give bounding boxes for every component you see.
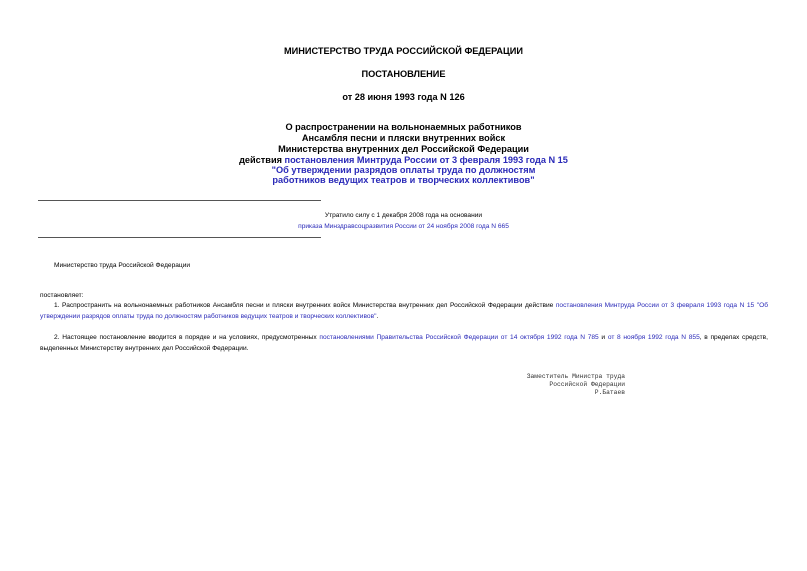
document-type: ПОСТАНОВЛЕНИЕ [361, 69, 446, 79]
signature-country: Российской Федерации [549, 381, 625, 388]
item-1-decree-link[interactable]: постановления Минтруда России от 3 февраля 1993 года N 15 "Об утверждении разрядов оплаты труда по должностям работников ведущих театров и творческих коллективов" [40, 302, 768, 320]
title-prefix: действия [239, 155, 285, 165]
status-line-1: Утратило силу с 1 декабря 2008 года на основании [324, 212, 483, 219]
title-link-line-6[interactable]: работников ведущих театров и творческих коллективов" [272, 175, 535, 185]
item-2-paragraph [40, 333, 768, 354]
item-1-paragraph [40, 301, 768, 322]
signature-position: Заместитель Министра труда [526, 373, 625, 380]
item-1-end: . [376, 312, 379, 320]
signature-name: Р.Батаев [594, 389, 625, 396]
ministry-heading: МИНИСТЕРСТВО ТРУДА РОССИЙСКОЙ ФЕДЕРАЦИИ [284, 46, 523, 56]
title-line-2: Ансамбля песни и пляски внутренних войск [301, 133, 506, 143]
item-2-mid: и [598, 334, 608, 341]
title-line-1: О распространении на вольнонаемных работников [285, 122, 522, 132]
item-2-end: , в пределах средств, выделенных Министерству внутренних дел Российской Федерации. [40, 334, 769, 352]
item-1-text: 1. Распространить на вольнонаемных работников Ансамбля песни и пляски внутренних войск Министерства внутренних дел Российской Федерации действие [54, 302, 556, 309]
divider-bottom [38, 237, 321, 238]
issuer-text: Министерство труда Российской Федерации [54, 262, 191, 269]
document-date: от 28 июня 1993 года N 126 [342, 92, 465, 102]
item-2-second-decree-link[interactable]: от 8 ноября 1992 года N 855 [607, 334, 700, 341]
title-line-3: Министерства внутренних дел Российской Федерации [278, 144, 529, 154]
resolves-text: постановляет: [40, 292, 84, 299]
title-link-line-5[interactable]: "Об утверждении разрядов оплаты труда по должностям [271, 165, 536, 175]
title-link-decree[interactable]: постановления Минтруда России от 3 февраля 1993 года N 15 [284, 155, 568, 165]
item-2-government-decree-link[interactable]: постановлениями Правительства Российской Федерации от 14 октября 1992 года N 785 [319, 334, 599, 341]
status-order-link[interactable]: приказа Минздравсоцразвития России от 24 ноября 2008 года N 665 [298, 223, 509, 230]
item-2-text: 2. Настоящее постановление вводится в порядке и на условиях, предусмотренных [54, 334, 320, 341]
divider-top [38, 200, 321, 201]
